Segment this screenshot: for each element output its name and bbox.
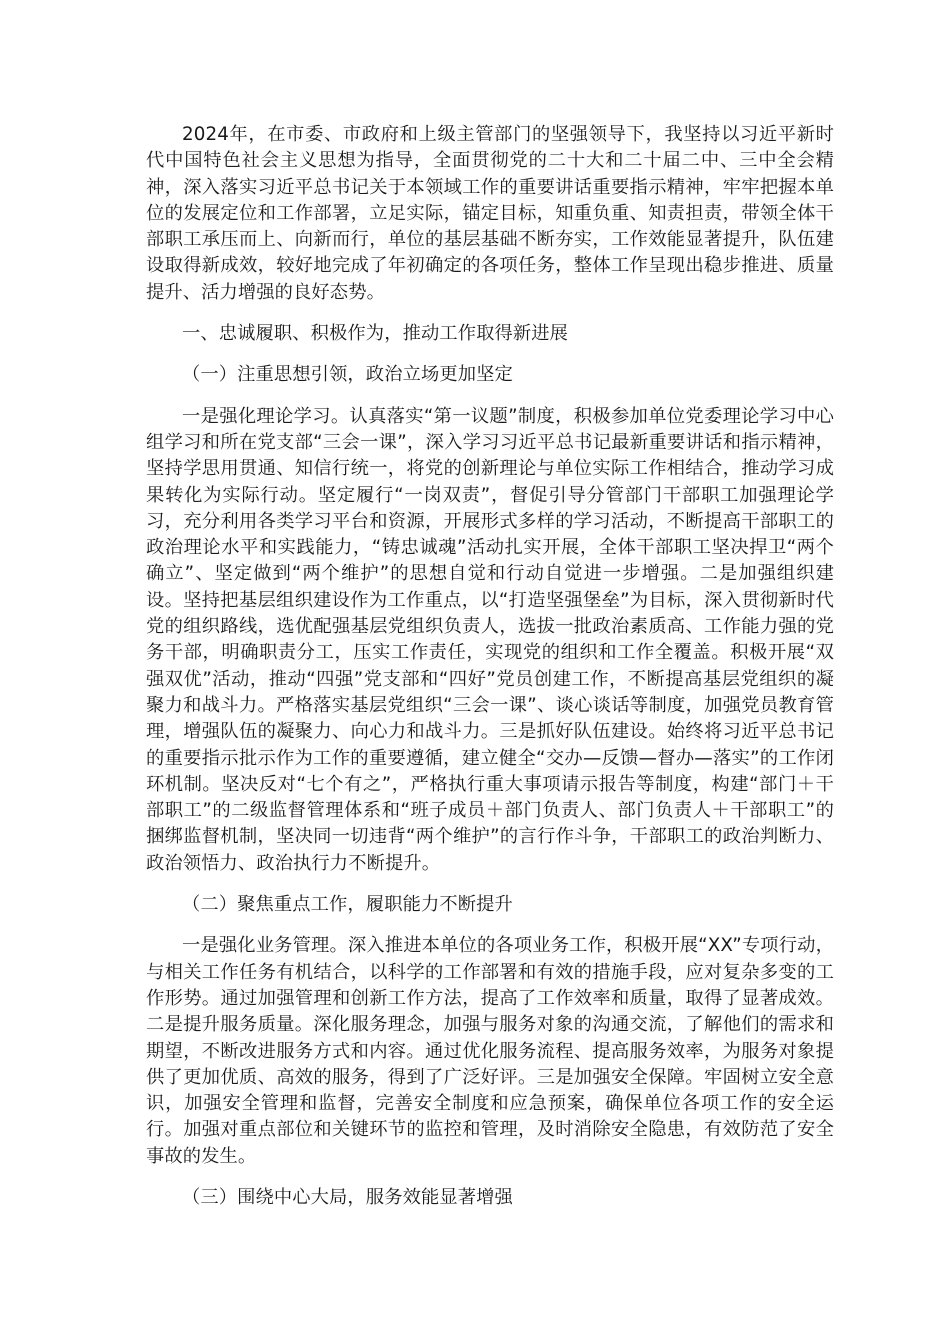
- subsection-heading-2: （二）聚焦重点工作，履职能力不断提升: [182, 894, 513, 916]
- document-page: [146, 122, 834, 1226]
- subsection-heading-1: （一）注重思想引领，政治立场更加坚定: [182, 364, 513, 386]
- section-heading-1: 一、忠诚履职、积极作为，推动工作取得新进展: [182, 323, 569, 345]
- intro-paragraph: 2024年，在市委、市政府和上级主管部门的坚强领导下，我坚持以习近平新时代中国特色社会主义思想为指导，全面贯彻党的二十大和二十届二中、三中全会精神，深入落实习近平总书记关于本领域工作的重要讲话重要指示精神，牢牢把握本单位的发展定位和工作部署，立足实际，锚定目标，知重负重、知责担责，带领全体干部职工承压而上、向新而行，单位的基层基础不断夯实，工作效能显著提升，队伍建设取得新成效，较好地完成了年初确定的各项任务，整体工作呈现出稳步推进、质量提升、活力增强的良好态势。: [146, 124, 834, 303]
- subsection-body-2: 一是强化业务管理。深入推进本单位的各项业务工作，积极开展“XX”专项行动，与相关工作任务有机结合，以科学的工作部署和有效的措施手段，应对复杂多变的工作形势。通过加强管理和创新工作方法，提高了工作效率和质量，取得了显著成效。二是提升服务质量。深化服务理念，加强与服务对象的沟通交流，了解他们的需求和期望，不断改进服务方式和内容。通过优化服务流程、提高服务效率，为服务对象提供了更加优质、高效的服务，得到了广泛好评。三是加强安全保障。牢固树立安全意识，加强安全管理和监督，完善安全制度和应急预案，确保单位各项工作的安全运行。加强对重点部位和关键环节的监控和管理，及时消除安全隐患，有效防范了安全事故的发生。: [146, 935, 834, 1167]
- subsection-heading-3: （三）围绕中心大局，服务效能显著增强: [182, 1186, 513, 1208]
- subsection-body-1: 一是强化理论学习。认真落实“第一议题”制度，积极参加单位党委理论学习中心组学习和所在党支部“三会一课”，深入学习习近平总书记最新重要讲话和指示精神，坚持学思用贯通、知信行统一，将党的创新理论与单位实际工作相结合，推动学习成果转化为实际行动。坚定履行“一岗双责”，督促引导分管部门干部职工加强理论学习，充分利用各类学习平台和资源，开展形式多样的学习活动，不断提高干部职工的政治理论水平和实践能力，“铸忠诚魂”活动扎实开展，全体干部职工坚决捍卫“两个确立”、坚定做到“两个维护”的思想自觉和行动自觉进一步增强。二是加强组织建设。坚持把基层组织建设作为工作重点，以“打造坚强堡垒”为目标，深入贯彻新时代党的组织路线，选优配强基层党组织负责人，选拔一批政治素质高、工作能力强的党务干部，明确职责分工，压实工作责任，实现党的组织和工作全覆盖。积极开展“双强双优”活动，推动“四强”党支部和“四好”党员创建工作，不断提高基层党组织的凝聚力和战斗力。严格落实基层党组织“三会一课”、谈心谈话等制度，加强党员教育管理，增强队伍的凝聚力、向心力和战斗力。三是抓好队伍建设。始终将习近平总书记的重要指示批示作为工作的重要遵循，建立健全“交办—反馈—督办—落实”的工作闭环机制。坚决反对“七个有之”，严格执行重大事项请示报告等制度，构建“部门＋干部职工”的二级监督管理体系和“班子成员＋部门负责人、部门负责人＋干部职工”的捆绑监督机制，坚决同一切违背“两个维护”的言行作斗争，干部职工的政治判断力、政治领悟力、政治执行力不断提升。: [146, 405, 834, 874]
